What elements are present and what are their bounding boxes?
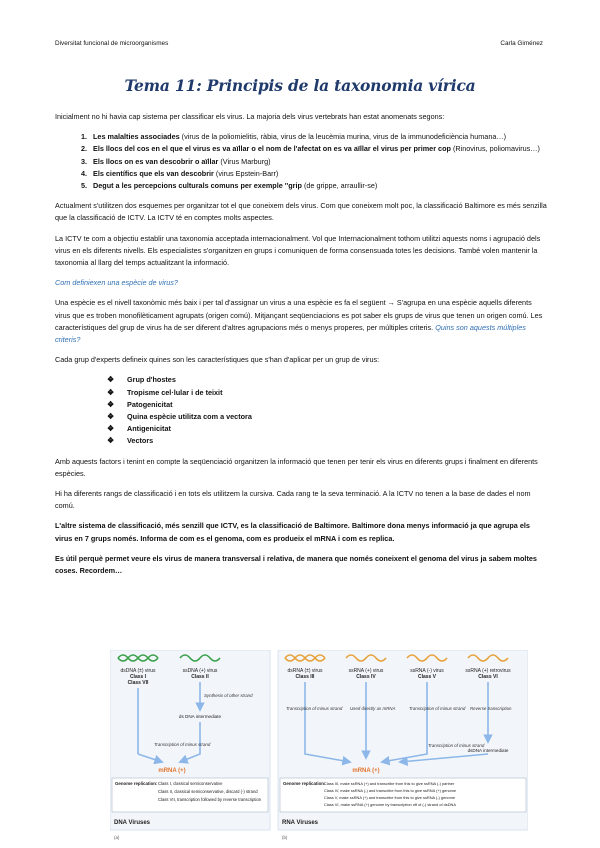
list-item: 2. Els llocs del cos en el que el virus es va aïllar o el nom de l'afectat on es va aïllar el virus per primer cop (Rinovirus, poliomavirus…) xyxy=(89,143,547,155)
paragraph: Es útil perquè permet veure els virus de manera transversal i relativa, de manera que només coneixent el genoma del virus ja sabem moltes coses. Recordem… xyxy=(55,553,537,576)
rna-step-label: Reverse transcription xyxy=(470,706,512,711)
rna-class-label: ssRNA (+) retrovirus xyxy=(465,668,511,674)
list-item: 5. Degut a les percepcions culturals comuns per exemple ''grip (de grippe, arraullir-se) xyxy=(89,180,547,192)
rna-class-label: ssRNA (-) virus xyxy=(410,668,444,674)
paragraph: Amb aquests factors i tenint en compte la seqüenciació organitzen la informació que tenen per tenir els virus en diferents grups i finalment en diferents espècies. xyxy=(55,456,538,478)
rna-panel-title: RNA Viruses xyxy=(282,820,319,826)
dna-class-label: dsDNA (±) virus xyxy=(120,668,156,674)
document-body xyxy=(55,111,547,585)
rna-class-label: dsRNA (±) virus xyxy=(287,668,323,674)
header-author: Carla Giménez xyxy=(500,40,543,47)
dna-mrna-label: mRNA (+) xyxy=(158,768,186,774)
dna-box-heading: Genome replication: xyxy=(115,781,158,786)
rna-intermediate-label: dsDNA intermediate xyxy=(467,748,509,753)
rna-step-label: Transcription of minus strand xyxy=(428,743,485,748)
rna-class-label: Class VI xyxy=(478,674,498,680)
dna-class-label: Class II xyxy=(191,674,209,680)
paragraph: La ICTV te com a objectiu establir una taxonomia acceptada internacionalment. Vol que Internacionalment tothom utilitzi aquests noms i agrupació dels virus en els diferents nivells. Els especialistes s'organitzen en grups i comuniquen de forma consensuada totes les decisions. També volen mantenir la taxonomia al llarg del temps actualitzant la informació. xyxy=(55,233,541,268)
rna-class-label: Class V xyxy=(417,674,437,680)
list-item: ❖ Patogenicitat xyxy=(107,399,547,411)
dna-class-label: ssDNA (+) virus xyxy=(182,668,218,674)
list-item: 3. Els llocs on es van descobrir o aïllar (Virus Marburg) xyxy=(89,156,547,168)
dna-panel-title: DNA Viruses xyxy=(114,820,151,826)
paragraph: L'altre sistema de classificació, més senzill que ICTV, es la classificació de Baltimore. Baltimore dona menys informació ja que agrupa els virus en 7 grups només. Informa de com es el genoma, com es produeix el mRNA i com es replica. xyxy=(55,521,530,543)
diamond-bullet-icon: ❖ xyxy=(107,436,115,446)
intro-paragraph: Inicialment no hi havia cap sistema per classificar els virus. La majoria dels virus vertebrats han estat anomenats segons: xyxy=(55,112,445,121)
dna-panel-tag: (a) xyxy=(114,835,120,840)
dna-intermediate-label: ds DNA intermediate xyxy=(178,714,222,719)
header-course: Diversitat funcional de microorganismes xyxy=(55,40,169,47)
dna-box-row: Class II, classical semiconservative, discard (-) strand xyxy=(158,789,258,794)
diamond-bullet-icon: ❖ xyxy=(107,399,115,409)
rna-class-label: Class IV xyxy=(356,674,376,680)
diamond-bullet-icon: ❖ xyxy=(107,387,115,397)
list-item: 1. Les malalties associades (virus de la poliomielitis, ràbia, virus de la leucèmia murina, virus de la immunodeficiència humana…) xyxy=(89,131,547,143)
dna-box-row: Class I, classical semiconservative xyxy=(158,781,223,786)
rna-step-label: Transcription of minus strand xyxy=(286,706,343,711)
list-item: ❖ Grup d'hostes xyxy=(107,374,547,386)
paragraph: Hi ha diferents rangs de classificació i en tots els utilitzem la cursiva. Cada rang te la seva terminació. A la ICTV no tenen a la base de dades el nom comú. xyxy=(55,489,531,511)
paragraph: Una espècie es el nivell taxonòmic més baix i per tal d'assignar un virus a una espècie es fa el següent → S'agrupa en una espècie aquells diferents virus que es troben monofilèticament agrupats (origen comú). Mitjançant seqüenciacions es pot saber els grups de virus que tenen un origen comú. Les característiques del grup de virus ha de ser diferent d'altres agrupacions més o menys properes, per múltiples criteris. Quins son aquests múltiples criteris? xyxy=(55,298,543,345)
question-heading: Com definiexen una espècie de virus? xyxy=(55,278,178,288)
criteria-list xyxy=(55,374,547,447)
rna-box-row: Class IV, make ssRNA (-) and transcribe from this to give ssRNA (+) genome xyxy=(324,788,457,793)
paragraph: Cada grup d'experts defineix quines son les característiques que s'han d'aplicar per un grup de virus: xyxy=(55,355,380,365)
dna-class-label: Class I xyxy=(129,674,147,680)
dna-box-row: Class VII, transcription followed by reverse transcription xyxy=(158,797,262,802)
rna-mrna-label: mRNA (+) xyxy=(352,768,380,774)
rna-box-heading: Genome replication: xyxy=(283,781,326,786)
page-title: Tema 11: Principis de la taxonomia vírica xyxy=(124,76,476,95)
diamond-bullet-icon: ❖ xyxy=(107,424,115,434)
rna-panel-tag: (b) xyxy=(282,835,288,840)
rna-step-label: Transcription of minus strand xyxy=(409,706,466,711)
rna-class-label: ssRNA (+) virus xyxy=(348,668,384,674)
baltimore-figure xyxy=(110,650,528,842)
list-item: 4. Els científics que els van descobrir (virus Epstein-Barr) xyxy=(89,168,547,180)
rna-class-label: Class III xyxy=(295,674,315,680)
diamond-bullet-icon: ❖ xyxy=(107,412,115,422)
rna-step-label: Used directly as mRNA xyxy=(350,706,396,711)
paragraph: Actualment s'utilitzen dos esquemes per organitzar tot el que coneixem dels virus. Com que coneixem molt poc, la classificació Baltimore es més senzilla que la classificació de ICTV. La ICTV té en comptes molts aspectes. xyxy=(55,201,547,223)
diamond-bullet-icon: ❖ xyxy=(107,375,115,385)
dna-step-label: Synthesis of other strand xyxy=(204,693,253,698)
rna-box-row: Class III, make ssRNA (+) and transcribe from this to give ssRNA (-) partner xyxy=(324,781,455,786)
list-item: ❖ Tropisme cel·lular i de teixit xyxy=(107,387,547,399)
list-item: ❖ Antigenicitat xyxy=(107,423,547,435)
baltimore-diagram xyxy=(110,650,528,842)
rna-box-row: Class V, make ssRNA (+) and transcribe from this to give ssRNA (-) genome xyxy=(324,795,455,800)
list-item: ❖ Vectors xyxy=(107,435,547,447)
inline-question: Quins son aquests múltiples criteris? xyxy=(55,322,526,345)
rna-box-row: Class VI, make ssRNA (+) genome by transcription off of (-) strand of dsDNA xyxy=(324,802,456,807)
list-item: ❖ Quina espècie utilitza com a vectora xyxy=(107,411,547,423)
dna-class-label: Class VII xyxy=(127,680,149,686)
dna-step-label: Transcription of minus strand xyxy=(154,742,211,747)
naming-list xyxy=(55,131,547,192)
